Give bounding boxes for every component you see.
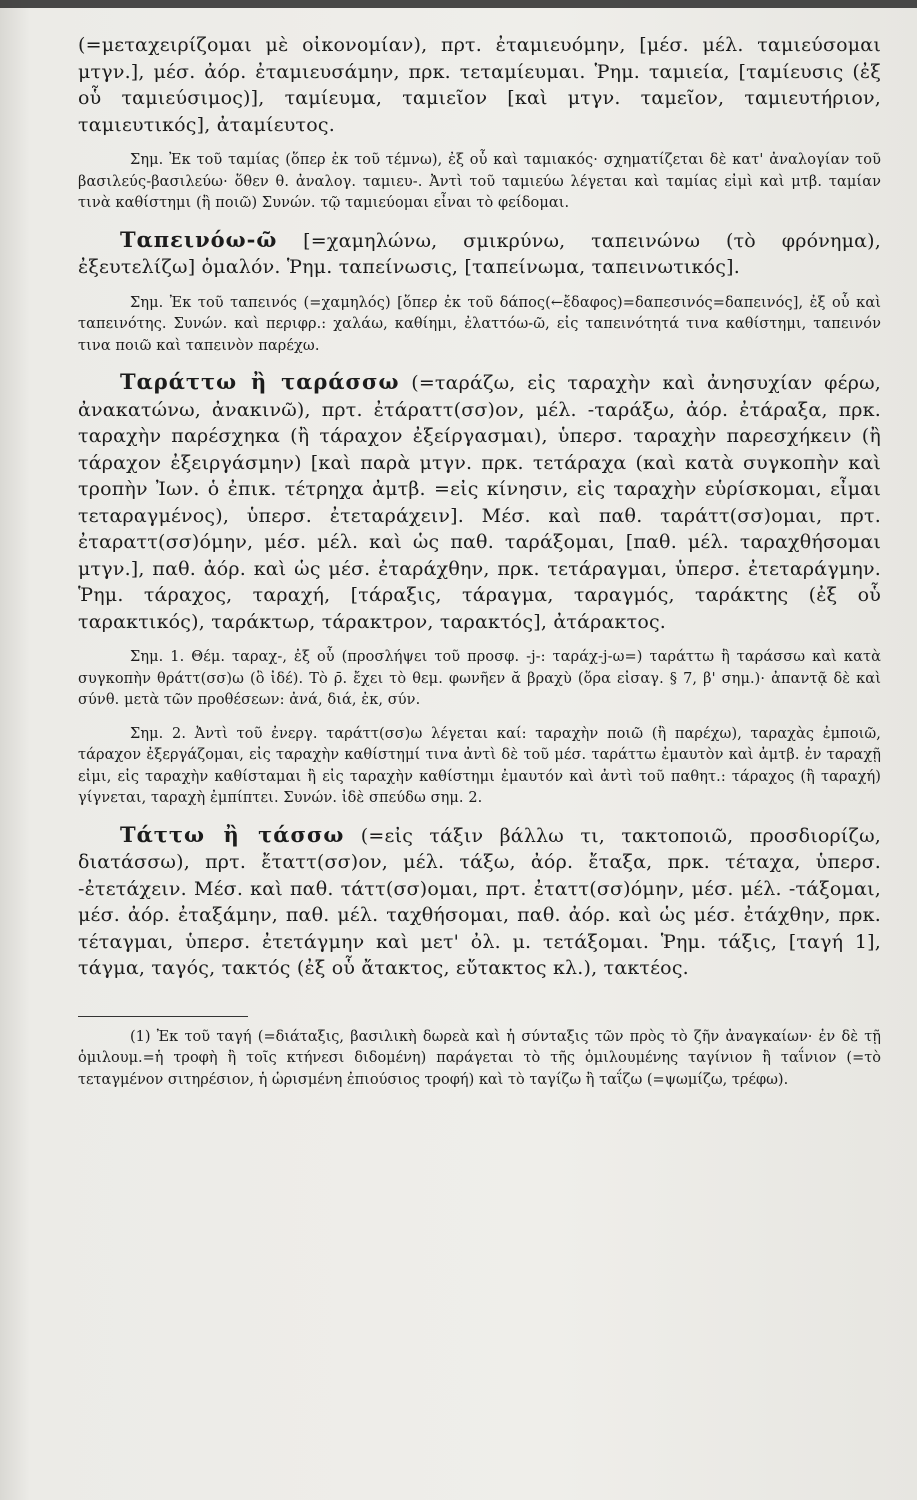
- entry-taratto: [78, 369, 881, 635]
- entry-tatto: [78, 822, 881, 982]
- page-top-edge: [0, 0, 917, 8]
- footnote-rule: [78, 1016, 248, 1017]
- entry-lemma: Ταράττω ἢ ταράσσω: [120, 369, 400, 394]
- entry-lemma: Ταπεινόω-ῶ: [120, 226, 278, 252]
- entry-taratto-note-1: Σημ. 1. Θέμ. ταραχ-, ἐξ οὗ (προσλήψει τοῦ προσφ. -j-: ταράχ-j-ω=) ταράττω ἢ ταράσσω καὶ κατὰ συγκοπὴν θράττ(σσ)ω (ὃ ἰδέ). Τὸ ρ̄. ἔχει τὸ θεμ. φωνῆεν ᾰ βραχὺ (ὅρα εἰσαγ. § 7, β' σημ.)· ἀπαντᾷ δὲ καὶ σύνθ. μετὰ τῶν προθέσεων: ἀνά, διά, ἐκ, σύν.: [78, 649, 881, 708]
- entry-tapeinoo: [78, 227, 881, 281]
- entry-tamieuo-body: (=μεταχειρίζομαι μὲ οἰκονομίαν), πρτ. ἐταμιευόμην, [μέσ. μέλ. ταμιεύσομαι μτγν.], μέσ. ἀόρ. ἐταμιευσάμην, πρκ. τεταμίευμαι. Ῥημ. ταμιεία, [ταμίευσις (ἐξ οὗ ταμιεύσιμος)], ταμίευμα, ταμιεῖον [καὶ μτγν. ταμεῖον, ταμιευτήριον, ταμιευτικός], ἀταμίευτος.: [78, 34, 881, 136]
- entry-tamieuo-note: Σημ. Ἐκ τοῦ ταμίας (ὅπερ ἐκ τοῦ τέμνω), ἐξ οὗ καὶ ταμιακός· σχηματίζεται δὲ κατ' ἀναλογίαν τοῦ βασιλεύς-βασιλεύω· ὅθεν θ. ἀναλογ. ταμιευ-. Ἀντὶ τοῦ ταμιεύω λέγεται καὶ ταμίας εἰμὶ καὶ μτβ. ταμίαν τινὰ καθίστημι (ἢ ποιῶ) Συνών. τῷ ταμιεύομαι εἶναι τὸ φείδομαι.: [78, 152, 881, 211]
- entry-lemma: Τάττω ἢ τάσσω: [120, 821, 345, 847]
- entry-body: [=χαμηλώνω, σμικρύνω, ταπεινώνω (τὸ φρόνημα), ἐξευτελίζω] ὁμαλόν. Ῥημ. ταπείνωσις, [ταπείνωμα, ταπεινωτικός].: [78, 229, 881, 278]
- entry-body: (=ταράζω, εἰς ταραχὴν καὶ ἀνησυχίαν φέρω, ἀνακατώνω, ἀνακινῶ), πρτ. ἐτάραττ(σσ)ον, μέλ. -ταράξω, ἀόρ. ἐτάραξα, πρκ. ταραχὴν παρέσχηκα (ἢ τάραχον ἐξείργασμαι), ὑπερσ. ταραχὴν παρεσχήκειν (ἢ τάραχον ἐξειργάσμην) [καὶ παρὰ μτγν. πρκ. τετάραχα (καὶ κατὰ συγκοπὴν καὶ τροπὴν Ἰων. ὁ ἐπικ. τέτρηχα ἀμτβ. =εἰς κίνησιν, εἰς ταραχὴν εὑρίσκομαι, εἶμαι τεταραγμένος), ὑπερσ. ἐτεταράχειν]. Μέσ. καὶ παθ. ταράττ(σσ)ομαι, πρτ. ἐταραττ(σσ)όμην, μέσ. μέλ. καὶ ὡς παθ. ταράξομαι, [παθ. μέλ. ταραχθήσομαι μτγν.], παθ. ἀόρ. καὶ ὡς μέσ. ἐταράχθην, πρκ. τετάραγμαι, ὑπερσ. ἐτεταράγμην. Ῥημ. τάραχος, ταραχή, [τάραξις, τάραγμα, ταραγμός, ταράκτης (ἐξ οὗ ταρακτικός), ταράκτωρ, τάρακτρον, ταρακτός], ἀτάρακτος.: [78, 372, 881, 633]
- entry-taratto-note-2: Σημ. 2. Ἀντὶ τοῦ ἐνεργ. ταράττ(σσ)ω λέγεται καί: ταραχὴν ποιῶ (ἢ παρέχω), ταραχὰς ἐμποιῶ, τάραχον ἐξεργάζομαι, εἰς ταραχὴν καθίστημί τινα ἀντὶ δὲ τοῦ μέσ. ταράττω ἐμαυτὸν καὶ ἀμτβ. ἐν ταραχῇ εἰμι, εἰς ταραχὴν καθίσταμαι ἢ εἰς ταραχὴν καθίστημι ἐμαυτόν καὶ ἀντὶ τοῦ παθητ.: τάραχος (ἢ ταραχή) γίγνεται, ταραχὴ ἐμπίπτει. Συνών. ἰδὲ σπεύδω σημ. 2.: [78, 725, 881, 806]
- footnote: (1) Ἐκ τοῦ ταγή (=διάταξις, βασιλικὴ δωρεὰ καὶ ἡ σύνταξις τῶν πρὸς τὸ ζῆν ἀναγκαίων· ἐν δὲ τῇ ὁμιλουμ.=ἡ τροφὴ ἢ τοῖς κτήνεσι διδομένη) παράγεται τὸ τῆς ὁμιλουμένης ταγίνιον ἢ ταΐνιον (=τὸ τεταγμένον σιτηρέσιον, ἡ ὡρισμένη ἐπιούσιος τροφή) καὶ τὸ ταγίζω ἢ ταΐζω (=ψωμίζω, τρέφω).: [78, 1028, 881, 1088]
- entry-body: (=εἰς τάξιν βάλλω τι, τακτοποιῶ, προσδιορίζω, διατάσσω), πρτ. ἔταττ(σσ)ον, μέλ. τάξω, ἀόρ. ἔταξα, πρκ. τέταχα, ὑπερσ. -ἐτετάχειν. Μέσ. καὶ παθ. τάττ(σσ)ομαι, πρτ. ἐταττ(σσ)όμην, μέσ. μέλ. -τάξομαι, μέσ. ἀόρ. ἐταξάμην, παθ. μέλ. ταχθήσομαι, παθ. ἀόρ. καὶ ὡς μέσ. ἐτάχθην, πρκ. τέταγμαι, ὑπερσ. ἐτετάγμην καὶ μετ' ὀλ. μ. τετάξομαι. Ῥημ. τάξις, [ταγή 1], τάγμα, ταγός, τακτός (ἐξ οὗ ἄτακτος, εὔτακτος κλ.), τακτέος.: [78, 824, 881, 979]
- entry-tapeinoo-note: Σημ. Ἐκ τοῦ ταπεινός (=χαμηλός) [ὅπερ ἐκ τοῦ δάπος(←ἔδαφος)=δαπεσινός=δαπεινός], ἐξ οὗ καὶ ταπεινότης. Συνών. καὶ περιφρ.: χαλάω, καθίημι, ἐλαττόω-ῶ, εἰς ταπεινότητά τινα καθίστημι, ταπεινόν τινα ποιῶ καὶ ταπεινὸν παρέχω.: [78, 294, 881, 354]
